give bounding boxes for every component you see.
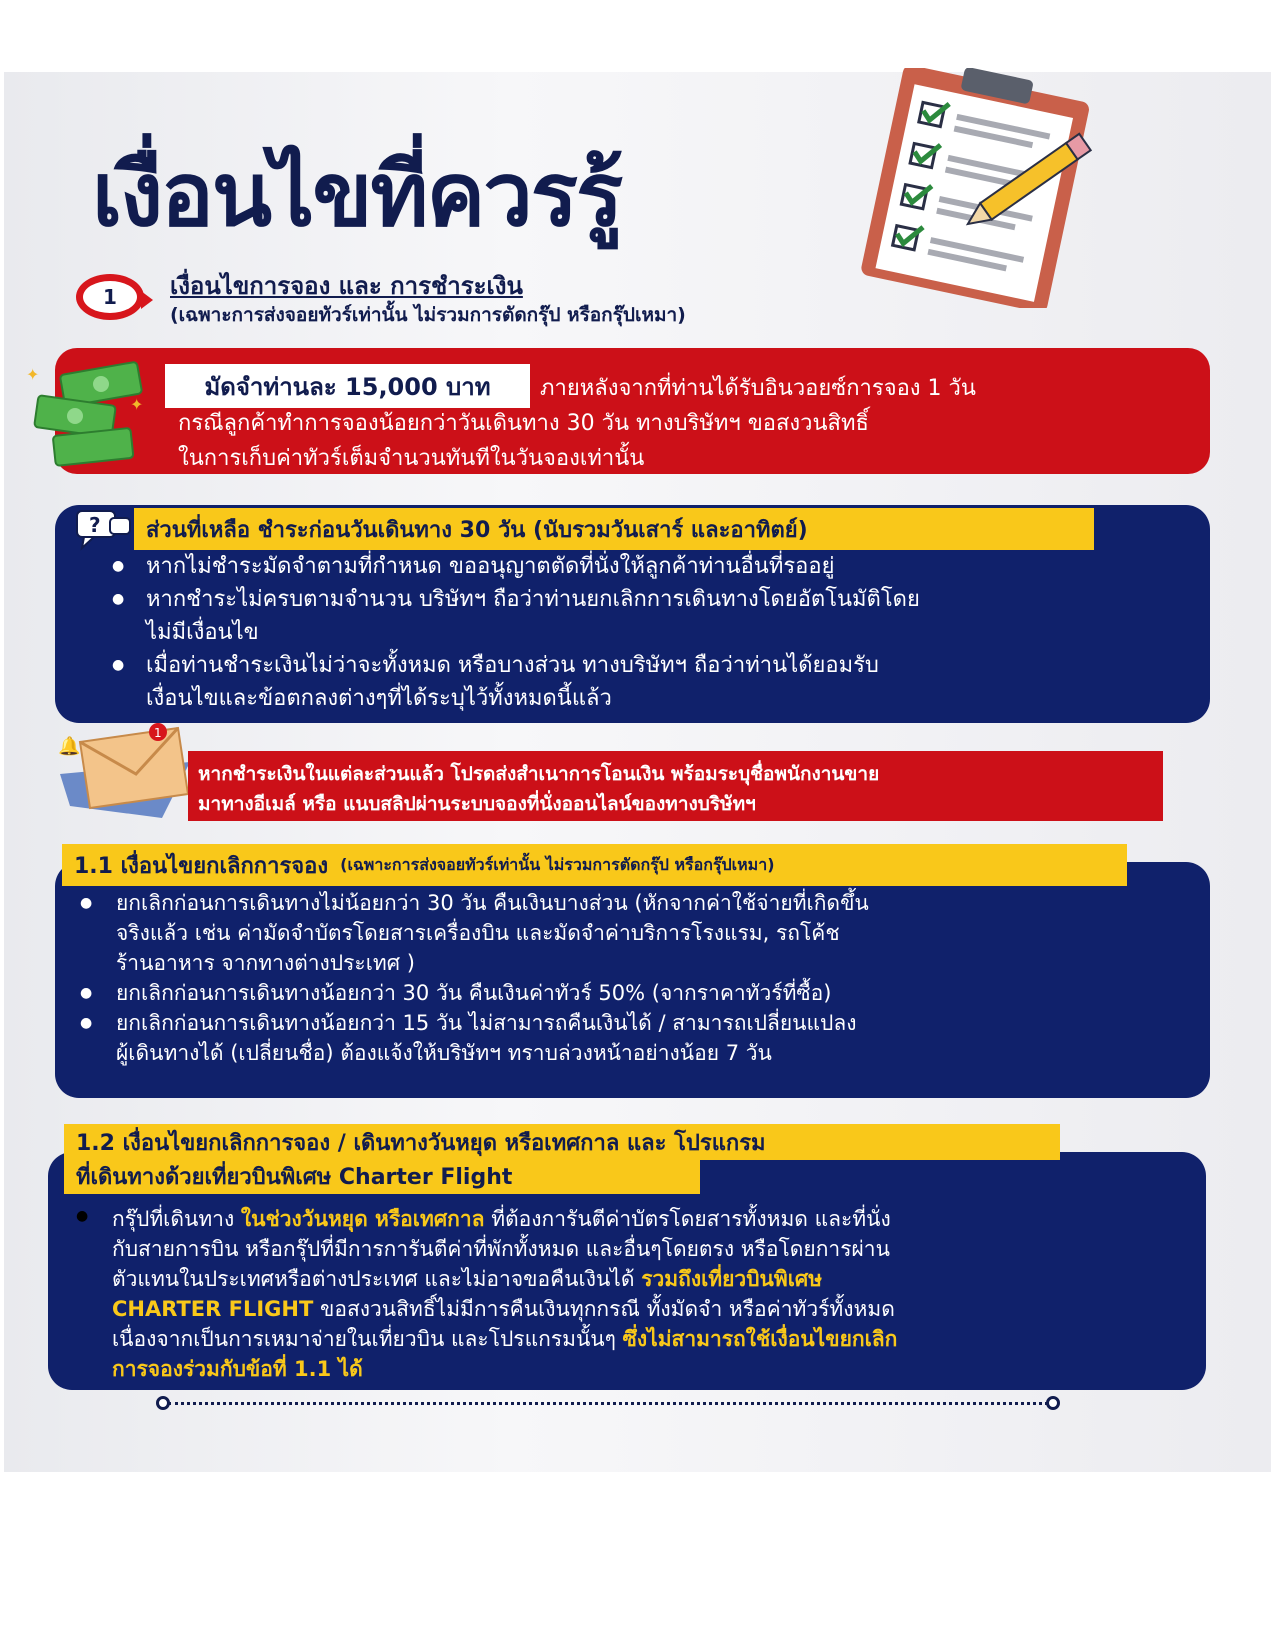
section1-subtitle: (เฉพาะการส่งจอยทัวร์เท่านั้น ไม่รวมการตัดกรุ๊ป หรือกรุ๊ปเหมา) [170, 304, 686, 326]
section-number-badge: 1 [76, 274, 144, 320]
svg-text:✦: ✦ [26, 365, 40, 384]
deposit-text-line: ภายหลังจากที่ท่านได้รับอินวอยซ์การจอง 1 วัน [540, 376, 976, 401]
money-icon [22, 360, 152, 470]
list-item-continuation: เงื่อนไขและข้อตกลงต่างๆที่ได้ระบุไว้ทั้งหมดนี้แล้ว [146, 686, 612, 711]
list-item-continuation: ผู้เดินทางได้ (เปลี่ยนชื่อ) ต้องแจ้งให้บริษัทฯ ทราบล่วงหน้าอย่างน้อย 7 วัน [116, 1041, 772, 1065]
text-line: กรุ๊ปที่เดินทาง ในช่วงวันหยุด หรือเทศกาล ที่ต้องการันตีค่าบัตรโดยสารทั้งหมด และที่นั่ง [112, 1207, 891, 1231]
page-title: เงื่อนไขที่ควรรู้ [92, 143, 622, 246]
svg-text:✦: ✦ [130, 395, 144, 414]
list-item-continuation: ไม่มีเงื่อนไข [146, 620, 259, 645]
divider-end-dot [1046, 1396, 1060, 1410]
cancellation-note: (เฉพาะการส่งจอยทัวร์เท่านั้น ไม่รวมการตัดกรุ๊ป หรือกรุ๊ปเหมา) [340, 854, 775, 874]
envelope-icon [50, 722, 200, 822]
text-line: การจองร่วมกับข้อที่ 1.1 ได้ [112, 1357, 363, 1381]
list-item-continuation: จริงแล้ว เช่น ค่ามัดจำบัตรโดยสารเครื่องบิน และมัดจำค่าบริการโรงแรม, รถโค้ช [116, 921, 840, 945]
cancellation-label [62, 844, 1127, 886]
remaining-payment-list [146, 550, 920, 715]
list-item-continuation: ร้านอาหาร จากทางต่างประเทศ ) [116, 951, 415, 975]
text-line: CHARTER FLIGHT ขอสงวนสิทธิ์ไม่มีการคืนเงินทุกกรณี ทั้งมัดจำ หรือค่าทัวร์ทั้งหมด [112, 1297, 895, 1321]
deposit-amount-label: มัดจำท่านละ 15,000 บาท [165, 364, 530, 408]
list-item: ● ยกเลิกก่อนการเดินทางน้อยกว่า 15 วัน ไม่สามารถคืนเงินได้ / สามารถเปลี่ยนแปลง [116, 1008, 869, 1038]
chat-question-icon [74, 508, 134, 552]
holiday-cancellation-label: 1.2 เงื่อนไขยกเลิกการจอง / เดินทางวันหยุด หรือเทศกาล และ โปรแกรม [64, 1124, 1060, 1160]
text-line: เนื่องจากเป็นการเหมาจ่ายในเที่ยวบิน และโปรแกรมนั้นๆ ซึ่งไม่สามารถใช้เงื่อนไขยกเลิก [112, 1327, 898, 1351]
svg-text:?: ? [89, 513, 101, 537]
dotted-divider [168, 1402, 1048, 1405]
list-item: ● หากชำระไม่ครบตามจำนวน บริษัทฯ ถือว่าท่านยกเลิกการเดินทางโดยอัตโนมัติโดย [146, 583, 920, 616]
svg-text:🔔: 🔔 [58, 736, 81, 757]
holiday-cancellation-label: ที่เดินทางด้วยเที่ยวบินพิเศษ Charter Flight [64, 1158, 700, 1194]
cancellation-list [116, 888, 869, 1068]
email-notice-banner [188, 751, 1163, 821]
text-line: กับสายการบิน หรือกรุ๊ปที่มีการการันตีค่าที่พักทั้งหมด และอื่นๆโดยตรง หรือโดยการผ่าน [112, 1237, 890, 1261]
list-item: ● ยกเลิกก่อนการเดินทางน้อยกว่า 30 วัน คืนเงินค่าทัวร์ 50% (จากราคาทัวร์ที่ซื้อ) [116, 978, 869, 1008]
cancellation-title: 1.1 เงื่อนไขยกเลิกการจอง [74, 853, 329, 879]
deposit-text-line: ในการเก็บค่าทัวร์เต็มจำนวนทันทีในวันจองเท่านั้น [178, 446, 645, 471]
email-notice-line: มาทางอีเมล์ หรือ แนบสลิปผ่านระบบจองที่นั่งออนไลน์ของทางบริษัทฯ [198, 793, 756, 815]
list-item: ● ยกเลิกก่อนการเดินทางไม่น้อยกว่า 30 วัน คืนเงินบางส่วน (หักจากค่าใช้จ่ายที่เกิดขึ้น [116, 888, 869, 918]
pencil-icon [965, 122, 1105, 232]
divider-end-dot [156, 1396, 170, 1410]
remaining-payment-label: ส่วนที่เหลือ ชำระก่อนวันเดินทาง 30 วัน (นับรวมวันเสาร์ และอาทิตย์) [134, 508, 1094, 550]
list-item: ● เมื่อท่านชำระเงินไม่ว่าจะทั้งหมด หรือบางส่วน ทางบริษัทฯ ถือว่าท่านได้ยอมรับ [146, 649, 920, 682]
text-line: ตัวแทนในประเทศหรือต่างประเทศ และไม่อาจขอคืนเงินได้ รวมถึงเที่ยวบินพิเศษ [112, 1267, 823, 1291]
section1-title: เงื่อนไขการจอง และ การชำระเงิน [170, 272, 523, 300]
email-notice-line: หากชำระเงินในแต่ละส่วนแล้ว โปรดส่งสำเนาการโอนเงิน พร้อมระบุชื่อพนักงานขาย [198, 763, 880, 785]
svg-text:1: 1 [154, 726, 162, 740]
holiday-cancellation-text [112, 1204, 897, 1384]
deposit-text-line: กรณีลูกค้าทำการจองน้อยกว่าวันเดินทาง 30 วัน ทางบริษัทฯ ขอสงวนสิทธิ์ [178, 411, 869, 436]
bullet-dot: ● [76, 1208, 89, 1224]
list-item: ● หากไม่ชำระมัดจำตามที่กำหนด ขออนุญาตตัดที่นั่งให้ลูกค้าท่านอื่นที่รออยู่ [146, 550, 920, 583]
